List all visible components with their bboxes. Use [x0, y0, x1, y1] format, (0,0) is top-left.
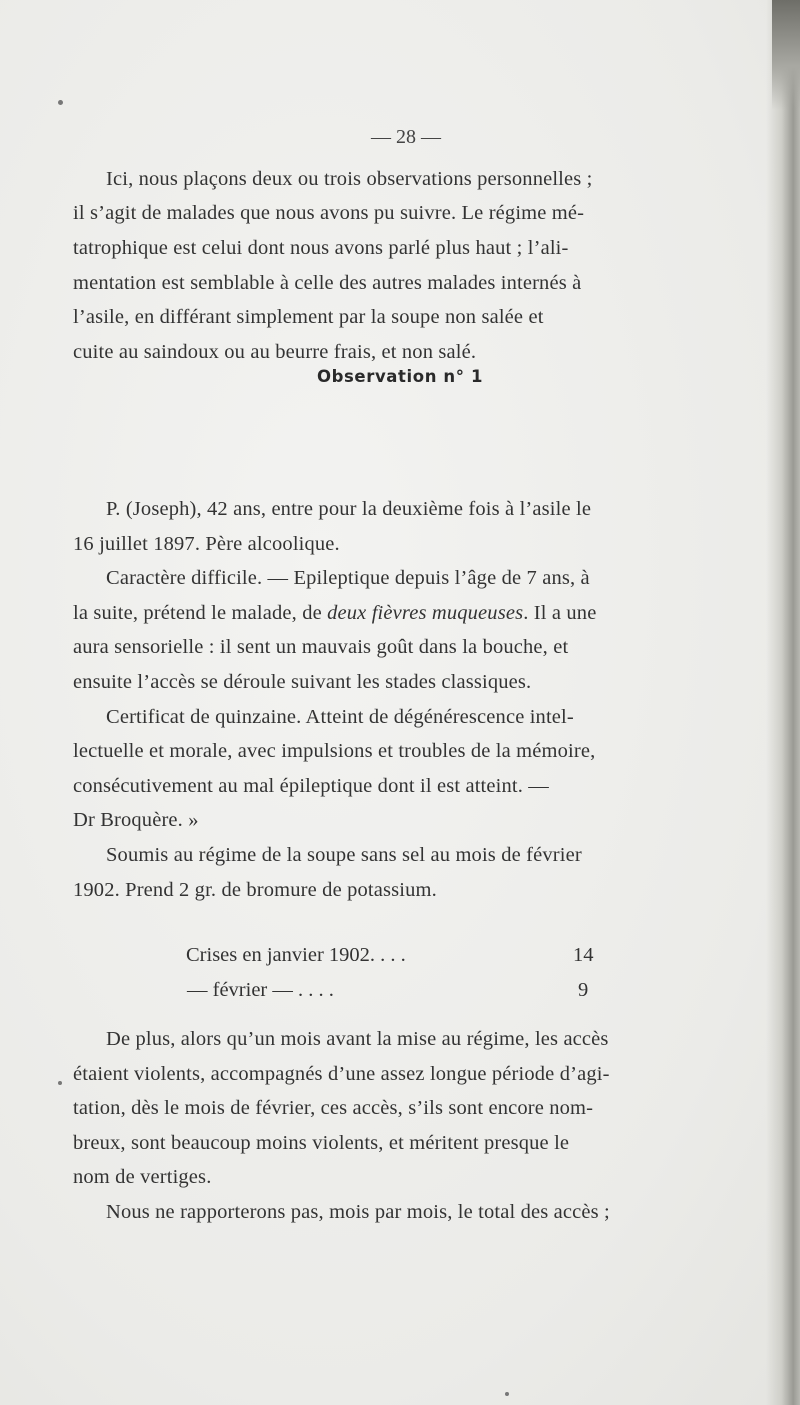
text-line: Certificat de quinzaine. Atteint de dégénérescence intel- — [106, 706, 574, 728]
table-row — [186, 944, 406, 967]
speck — [58, 100, 63, 105]
table-label: — février — . . . . — [187, 979, 334, 1001]
text-line: il s’agit de malades que nous avons pu suivre. Le régime mé- — [73, 202, 585, 224]
text-line: Ici, nous plaçons deux ou trois observations personnelles ; — [106, 168, 593, 190]
text-line: nom de vertiges. — [73, 1166, 212, 1188]
text-line: Soumis au régime de la soupe sans sel au mois de février — [106, 844, 582, 866]
text-line: 1902. Prend 2 gr. de bromure de potassium. — [73, 879, 437, 901]
text-line: P. (Joseph), 42 ans, entre pour la deuxième fois à l’asile le — [106, 498, 592, 520]
text-line: consécutivement au mal épileptique dont il est atteint. — — [73, 775, 549, 797]
text-line: l’asile, en différant simplement par la soupe non salée et — [73, 306, 544, 328]
table-label: Crises en janvier 1902. . . . — [186, 944, 406, 966]
text-line: la suite, prétend le malade, de deux fièvres muqueuses. Il a une — [73, 602, 597, 624]
text-line: 16 juillet 1897. Père alcoolique. — [73, 533, 340, 555]
text-line: De plus, alors qu’un mois avant la mise au régime, les accès — [106, 1028, 609, 1050]
text-line: Nous ne rapporterons pas, mois par mois, le total des accès ; — [106, 1201, 610, 1223]
speck — [58, 1081, 62, 1085]
text-line: aura sensorielle : il sent un mauvais goût dans la bouche, et — [73, 636, 569, 658]
text-line: breux, sont beaucoup moins violents, et méritent presque le — [73, 1132, 570, 1154]
text-line: étaient violents, accompagnés d’une assez longue période d’agi- — [73, 1063, 610, 1085]
text-line: Dr Broquère. » — [73, 809, 199, 831]
text-line: tation, dès le mois de février, ces accès, s’ils sont encore nom- — [73, 1097, 594, 1119]
text-line: ensuite l’accès se déroule suivant les stades classiques. — [73, 671, 532, 693]
observation-heading: Observation n° 1 — [316, 367, 484, 386]
table-value: 9 — [578, 979, 589, 1001]
italic-phrase: deux fièvres muqueuses — [327, 602, 524, 624]
text-line: cuite au saindoux ou au beurre frais, et non salé. — [73, 341, 477, 363]
table-row — [187, 979, 334, 1002]
table-value: 14 — [573, 944, 594, 966]
text-line: mentation est semblable à celle des autres malades internés à — [73, 272, 582, 294]
text-line: Caractère difficile. — Epileptique depuis l’âge de 7 ans, à — [106, 567, 590, 589]
text-line: tatrophique est celui dont nous avons parlé plus haut ; l’ali- — [73, 237, 569, 259]
page-corner-shadow — [772, 0, 800, 110]
page-number: — 28 — — [371, 126, 441, 148]
text-line: lectuelle et morale, avec impulsions et troubles de la mémoire, — [73, 740, 596, 762]
speck — [505, 1392, 509, 1396]
